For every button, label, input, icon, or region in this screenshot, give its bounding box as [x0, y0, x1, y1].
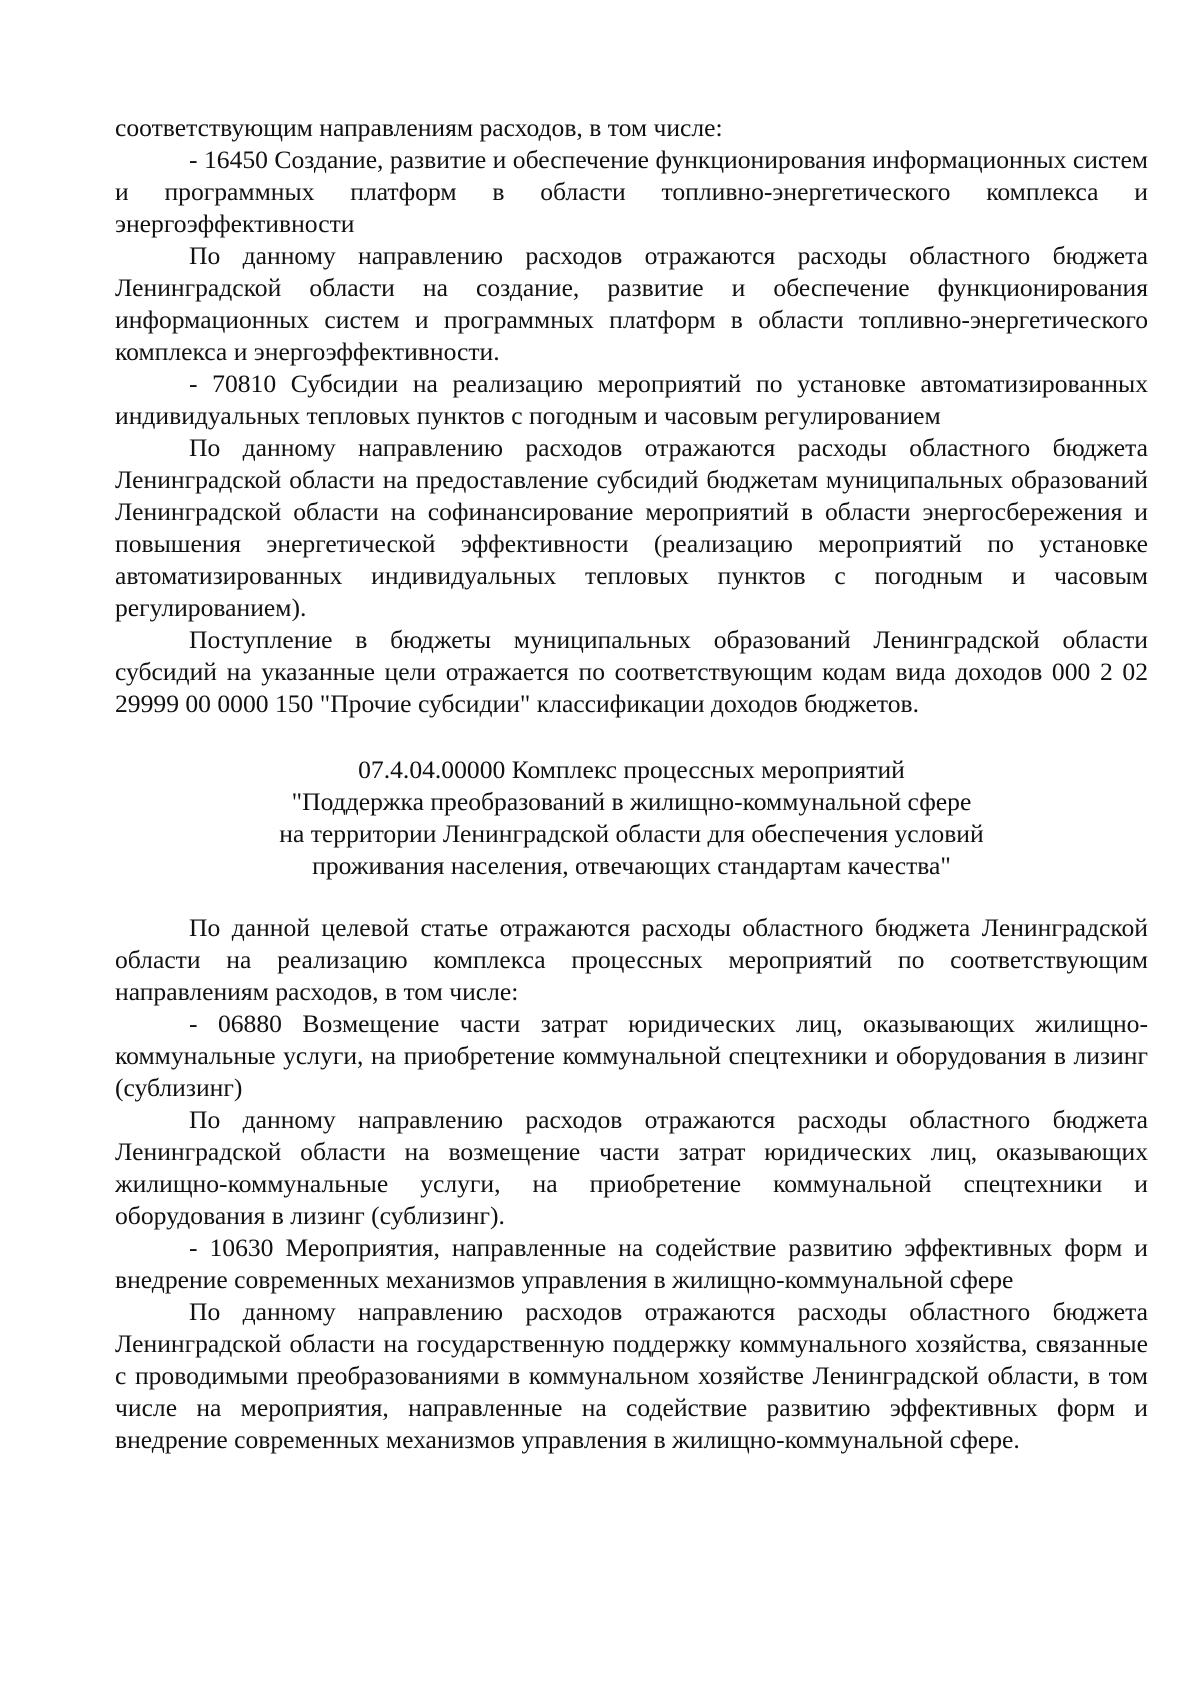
- list-item-16450: - 16450 Создание, развитие и обеспечение функционирования информационных систем и программных платформ в области топливно-энергетического комплекса и энергоэффективности: [115, 145, 1148, 238]
- paragraph-70810-description: По данному направлению расходов отражаются расходы областного бюджета Ленинградской области на предоставление субсидий бюджетам муниципальных образований Ленинградской области на софинансирование мероприятий в области энергосбережения и повышения энергетической эффективности (реализацию мероприятий по установке автоматизированных индивидуальных тепловых пунктов с погодным и часовым регулированием).: [115, 433, 1148, 622]
- list-item-06880: - 06880 Возмещение части затрат юридических лиц, оказывающих жилищно-коммунальные услуги, на приобретение коммунальной спецтехники и оборудования в лизинг (сублизинг): [115, 1009, 1148, 1102]
- document-page: [115, 112, 1148, 1456]
- spacer: [115, 882, 1148, 912]
- section-heading: [115, 754, 1148, 882]
- paragraph-16450-description: По данному направлению расходов отражаются расходы областного бюджета Ленинградской области на создание, развитие и обеспечение функционирования информационных систем и программных платформ в области топливно-энергетического комплекса и энергоэффективности.: [115, 241, 1148, 366]
- section-heading-line: 07.4.04.00000 Комплекс процессных мероприятий: [358, 755, 905, 784]
- paragraph-subsidy-income: Поступление в бюджеты муниципальных образований Ленинградской области субсидий на указанные цели отражается по соответствующим кодам вида доходов 000 2 02 29999 00 0000 150 "Прочие субсидии" классификации доходов бюджетов.: [115, 625, 1148, 718]
- spacer: [115, 720, 1148, 754]
- list-item-10630: - 10630 Мероприятия, направленные на содействие развитию эффективных форм и внедрение современных механизмов управления в жилищно-коммунальной сфере: [115, 1233, 1148, 1294]
- list-item-70810: - 70810 Субсидии на реализацию мероприятий по установке автоматизированных индивидуальных тепловых пунктов с погодным и часовым регулированием: [115, 369, 1148, 430]
- paragraph-continuation: соответствующим направлениям расходов, в том числе:: [115, 113, 723, 142]
- section-heading-line: проживания населения, отвечающих стандартам качества": [312, 851, 951, 880]
- paragraph-target-article: По данной целевой статье отражаются расходы областного бюджета Ленинградской области на реализацию комплекса процессных мероприятий по соответствующим направлениям расходов, в том числе:: [115, 913, 1148, 1006]
- section-heading-line: "Поддержка преобразований в жилищно-коммунальной сфере: [291, 787, 972, 816]
- paragraph-10630-description: По данному направлению расходов отражаются расходы областного бюджета Ленинградской области на государственную поддержку коммунального хозяйства, связанные с проводимыми преобразованиями в коммунальном хозяйстве Ленинградской области, в том числе на мероприятия, направленные на содействие развитию эффективных форм и внедрение современных механизмов управления в жилищно-коммунальной сфере.: [115, 1297, 1148, 1454]
- paragraph-06880-description: По данному направлению расходов отражаются расходы областного бюджета Ленинградской области на возмещение части затрат юридических лиц, оказывающих жилищно-коммунальные услуги, на приобретение коммунальной спецтехники и оборудования в лизинг (сублизинг).: [115, 1105, 1148, 1230]
- section-heading-line: на территории Ленинградской области для обеспечения условий: [279, 819, 984, 848]
